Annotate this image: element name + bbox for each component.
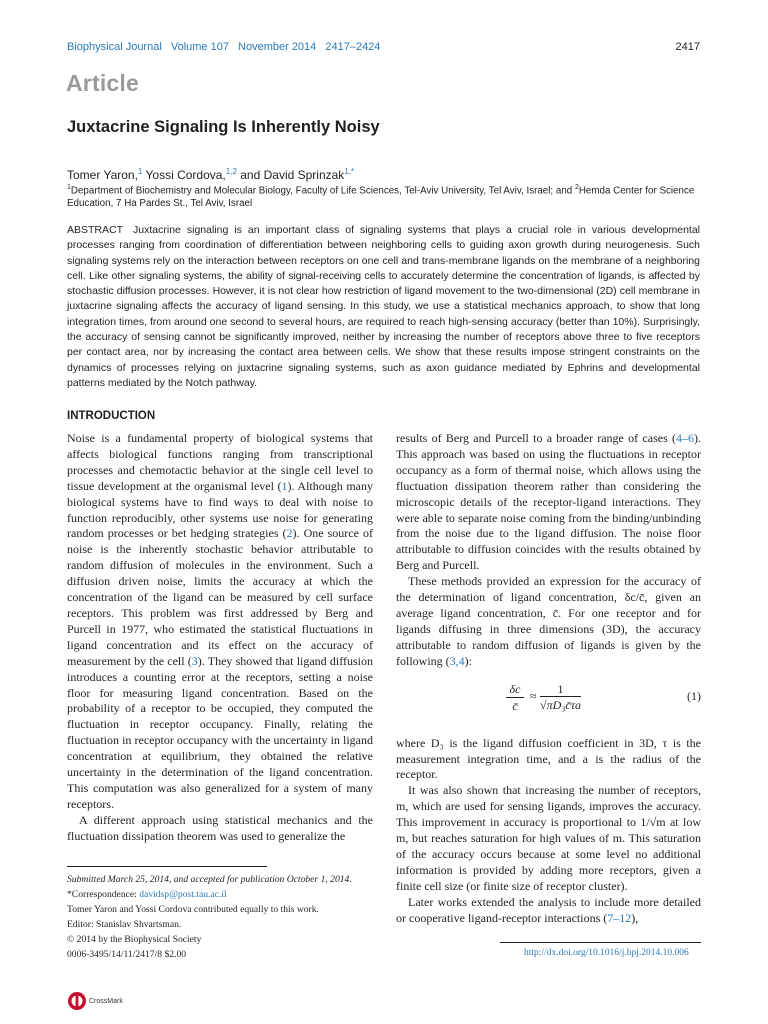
paragraph [396,895,701,927]
crossmark-badge[interactable] [67,990,123,1012]
body-column-left [67,431,373,845]
author-name: Yossi Cordova, [145,168,226,182]
journal-date: November 2014 [238,41,317,53]
citation-link[interactable]: 2 [286,526,293,541]
paragraph: where D₃ is the ligand diffusion coefficient in 3D, τ is the measurement integration time, and a is the radius of the receptor. [396,735,701,782]
affiliation-marker: 1 [67,184,71,191]
paragraph: A different approach using statistical mechanics and the fluctuation dissipation theorem was used to generalize the [67,812,373,843]
citation-link[interactable]: 3 [191,653,198,668]
equation-1 [396,674,701,730]
text-run: ), [631,910,639,925]
text-run: results of Berg and Purcell to a broader range of cases ( [396,431,676,445]
equal-contribution-note: Tomer Yaron and Yossi Cordova contributed equally to this work. [67,904,319,915]
equation-lhs-numerator: δc [509,681,521,696]
issn-note: 0006-3495/14/11/2417/8 $2.00 [67,949,187,960]
submission-dates: Submitted March 25, 2014, and accepted for publication October 1, 2014. [67,874,352,885]
affiliation-marker: 2 [574,184,579,191]
doi-link[interactable]: http://dx.doi.org/10.1016/j.bpj.2014.10.006 [524,948,689,958]
citation-link[interactable]: 7–12 [607,910,632,925]
author-affiliation-marker[interactable]: 1 [137,167,143,176]
paragraph [67,431,373,813]
citation-link[interactable]: 1 [281,478,288,493]
footnotes [67,872,387,962]
text-run: Later works extended the analysis to include more detailed or cooperative ligand-receptor interactions ( [396,894,701,925]
equation-rhs-denominator: √πD₃c̄τa [540,697,582,712]
equation-rhs-fraction [540,682,581,712]
citation-link[interactable]: 4–6 [676,431,694,445]
doi-divider [500,942,701,943]
affiliations [67,182,707,210]
article-type-label: Article [66,70,139,96]
text-run: ). Although many biological systems have to find ways to deal with noise to function reproducibly, other systems use noise for generating random processes or bet hedging strategies ( [67,478,373,541]
fraction-bar [506,697,524,698]
abstract [67,223,700,391]
citation-link[interactable]: 3,4 [449,653,465,668]
text-run: Noise is a fundamental property of biological systems that affects biological functions ranging from transcriptional processes and chemotactic behavior at the single cell level to tissue development at the organismal level ( [67,431,373,493]
correspondence-label: *Correspondence: [67,889,137,900]
approx-symbol: ≈ [530,688,537,703]
journal-pages: 2417–2424 [325,41,381,53]
correspondence-email-link[interactable]: davidsp@post.tau.ac.il [139,889,227,900]
equation-rhs-numerator: 1 [557,681,564,696]
paragraph: It was also shown that increasing the number of receptors, m, which are used for sensing ligands, improves the accuracy. This improvement in accuracy is proportional to 1/√m at low m, but reaches saturation for high values of m. This saturation of the accuracy occurs because at some level no additional information is provided by adding more receptors, given a finite cell size (or finite size of receptor cluster). [396,783,701,893]
affiliation-text: Hemda Center for Science Education, 7 Ha Pardes St., Tel Aviv, Israel [67,185,695,209]
editor-note: Editor: Stanislav Shvartsman. [67,919,182,930]
paragraph [396,574,701,669]
equation-lhs-fraction [506,682,524,713]
footnote-divider [67,866,267,867]
text-run: These methods provided an expression for the accuracy of the determination of ligand concentration, δc/c̄, given an average ligand concentration, c̄. For one receptor and for ligands diffusing in three dimensions (3D), the accuracy attributable to random diffusion of ligands is given by the following ( [396,574,701,668]
crossmark-icon [67,991,87,1011]
correspondence [67,887,387,902]
article-title: Juxtacrine Signaling Is Inherently Noisy [67,118,380,136]
abstract-text: Juxtacrine signaling is an important class of signaling systems that plays a crucial role in various developmental processes ranging from coordination of differentiation between neighboring cells to guiding axon growth during neurogenesis. Such signaling systems rely on the interaction between receptors on one cell and trans-membrane ligands on the membrane of a neighboring cell. Like other signaling systems, the ability of signal-receiving cells to accurately determine the concentration of ligands, is affected by stochastic diffusion processes. However, it is not clear how restriction of ligand movement to the two-dimensional (2D) cell membrane in juxtacrine signaling affects the accuracy of ligand sensing. In this study, we use a statistical mechanics approach, to show that long integration times, from around one second to several hours, are required to reach high-sensing accuracy (better than 10%). Surprisingly, the accuracy of sensing cannot be significantly improved, neither by increasing the number of receptors above three to five receptors per contact area, nor by increasing the contact area between cells. We show that these results impose stringent constraints on the dynamics of processes relying on juxtacrine signaling systems, such as axon guidance mediated by Ephrins and developmental patterns mediated by the Notch pathway. [67,224,700,389]
section-heading-introduction: INTRODUCTION [67,410,156,422]
author-list [67,167,354,182]
crossmark-label: CrossMark [89,997,123,1005]
body-column-right [396,431,701,926]
text-run: ). This approach was based on using the fluctuations in receptor occupancy as a form of thermal noise, which allows using the fluctuation dissipation theorem rather than considering the microscopic details of the receptor-ligand interactions. They were able to separate noise coming from the binding/unbinding from the noise due to the ligand diffusion. The noise floor attributable to diffusion coincides with the results obtained by Berg and Purcell. [396,431,701,573]
text-run: ). They showed that ligand diffusion introduces a counting error at the receptors, setting a noise floor for measuring ligand concentration. Based on the probability of a receptor to be occupied, they computed the fluctuation in receptor occupancy. Finally, relating the fluctuation in receptor occupancy with the uncertainty in ligand concentration at equilibrium, they obtained the relative uncertainty in the determination of the ligand concentration. This computation was also generalized for a system of many receptors. [67,653,374,811]
affiliation-text: Department of Biochemistry and Molecular Biology, Faculty of Life Sciences, Tel-Aviv University, Tel Aviv, Israel; and [70,185,573,197]
page-number: 2417 [675,41,700,53]
abstract-label: ABSTRACT [67,224,124,236]
author-affiliation-marker[interactable]: 1,2 [225,167,237,176]
text-run: ). One source of noise is the inherently stochastic behavior attributable to random diffusion of molecules in the environment. Such a diffusion driven noise, limits the accuracy at which the concentration of the ligand can be measured by cell surface receptors. This problem was first addressed by Berg and Purcell in 1977, who estimated the statistical fluctuations in ligand concentration and its effect on the accuracy of measurement by the cell ( [67,526,373,668]
copyright-note: © 2014 by the Biophysical Society [67,934,202,945]
author-name: Tomer Yaron, [67,168,138,182]
journal-volume: Volume 107 [170,41,229,53]
text-run: ): [464,653,473,668]
author-name: and David Sprinzak [240,168,345,182]
paragraph [396,431,701,574]
journal-name: Biophysical Journal [67,41,162,53]
author-affiliation-marker[interactable]: 1,* [344,167,355,176]
journal-header [67,41,386,53]
equation-number: (1) [687,688,701,703]
equation-lhs-denominator: c̄ [512,698,518,713]
